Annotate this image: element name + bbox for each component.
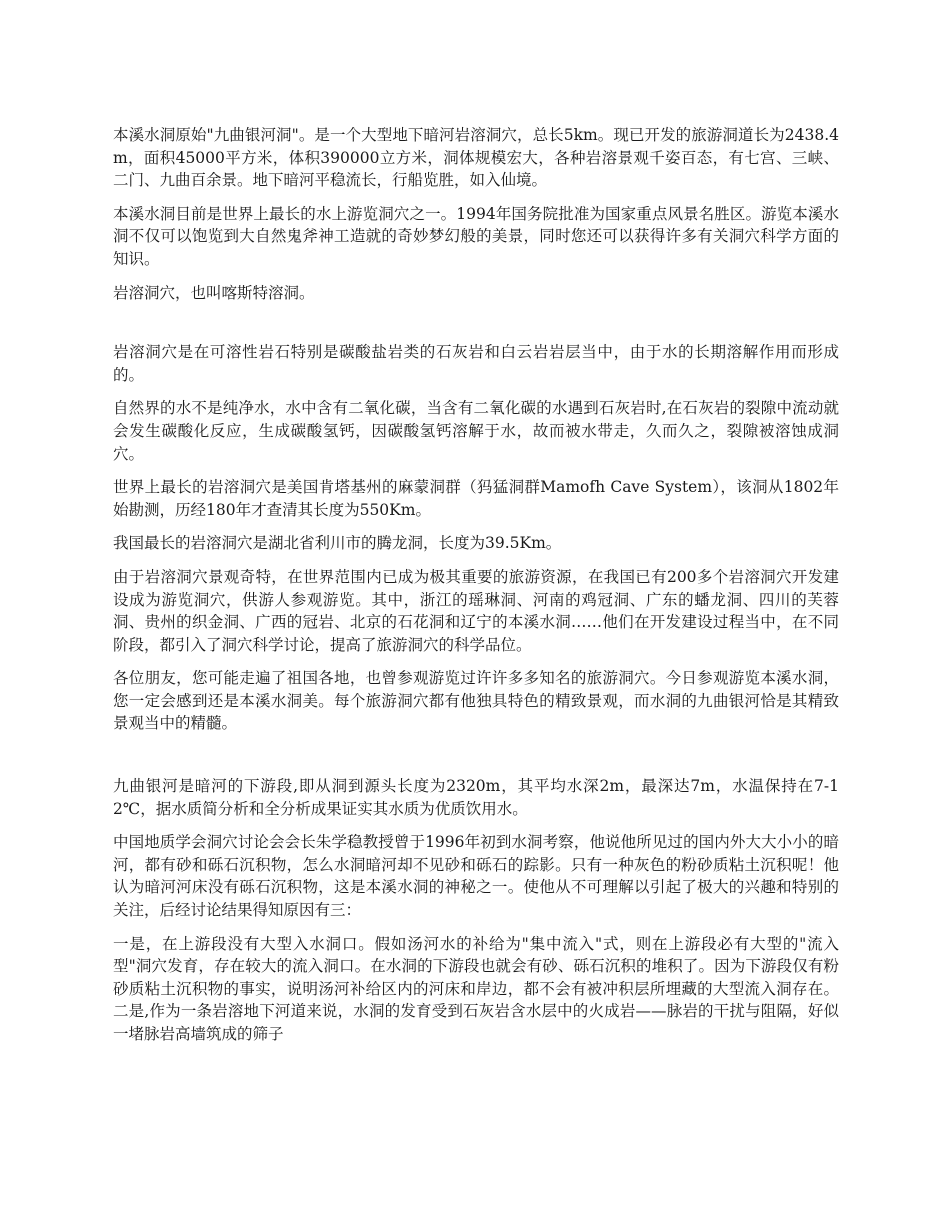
paragraph-jiuqu-river: 九曲银河是暗河的下游段,即从洞到源头长度为2320m，其平均水深2m，最深达7m，水温保持在7-12℃，据水质简分析和全分析成果证实其水质为优质饮用水。 bbox=[113, 777, 839, 818]
paragraph-carbonation: 自然界的水不是纯净水，水中含有二氧化碳，当含有二氧化碳的水遇到石灰岩时,在石灰岩的裂隙中流动就会发生碳酸化反应，生成碳酸氢钙，因碳酸氢钙溶解于水，故而被水带走，久而久之，裂隙被溶蚀成洞穴。 bbox=[113, 399, 839, 463]
paragraph-tourism-resources: 由于岩溶洞穴景观奇特，在世界范围内已成为极其重要的旅游资源，在我国已有200多个岩溶洞穴开发建设成为游览洞穴，供游人参观游览。其中，浙江的瑶琳洞、河南的鸡冠洞、广东的蟠龙洞、四川的芙蓉洞、贵州的织金洞、广西的冠岩、北京的石花洞和辽宁的本溪水洞……他们在开发建设过程当中，在不同阶段，都引入了洞穴科学讨论，提高了旅游洞穴的科学品位。 bbox=[113, 567, 839, 654]
paragraph-reasons: 一是，在上游段没有大型入水洞口。假如汤河水的补给为"集中流入"式，则在上游段必有大型的"流入型"洞穴发育，存在较大的流入洞口。在水洞的下游段也就会有砂、砾石沉积的堆积了。因为下游段仅有粉砂质粘土沉积物的事实，说明汤河补给区内的河床和岸边，都不会有被冲积层所埋藏的大型流入洞存在。二是,作为一条岩溶地下河道来说，水洞的发育受到石灰岩含水层中的火成岩——脉岩的干扰与阻隔，好似一堵脉岩高墙筑成的筛子 bbox=[113, 934, 839, 1043]
section-spacer bbox=[113, 315, 839, 341]
paragraph-intro: 本溪水洞原始"九曲银河洞"。是一个大型地下暗河岩溶洞穴，总长5km。现已开发的旅游洞道长为2438.4m，面积45000平方米，体积390000立方米，洞体规模宏大，各种岩溶景观千姿百态，有七宫、三峡、二门、九曲百余景。地下暗河平稳流长，行船览胜，如入仙境。 bbox=[113, 126, 839, 190]
paragraph-world-longest: 世界上最长的岩溶洞穴是美国肯塔基州的麻蒙洞群（犸猛洞群Mamofh Cave System），该洞从1802年始勘测，历经180年才查清其长度为550Km。 bbox=[113, 478, 839, 519]
paragraph-greeting: 各位朋友，您可能走遍了祖国各地，也曾参观游览过许许多多知名的旅游洞穴。今日参观游览本溪水洞，您一定会感到还是本溪水洞美。每个旅游洞穴都有他独具特色的精致景观，而水洞的九曲银河恰是其精致景观当中的精髓。 bbox=[113, 669, 839, 733]
paragraph-cave-formation: 岩溶洞穴是在可溶性岩石特别是碳酸盐岩类的石灰岩和白云岩岩层当中，由于水的长期溶解作用而形成的。 bbox=[113, 343, 839, 384]
paragraph-karst-definition: 岩溶洞穴，也叫喀斯特溶洞。 bbox=[113, 283, 315, 302]
paragraph-scenic-area: 本溪水洞目前是世界上最长的水上游览洞穴之一。1994年国务院批准为国家重点风景名胜区。游览本溪水洞不仅可以饱览到大自然鬼斧神工造就的奇妙梦幻般的美景，同时您还可以获得许多有关洞穴科学方面的知识。 bbox=[113, 204, 839, 268]
paragraph-china-longest: 我国最长的岩溶洞穴是湖北省利川市的腾龙洞，长度为39.5Km。 bbox=[113, 534, 562, 553]
paragraph-expert-visit: 中国地质学会洞穴讨论会会长朱学稳教授曾于1996年初到水洞考察，他说他所见过的国内外大大小小的暗河，都有砂和砾石沉积物，怎么水洞暗河却不见砂和砾石的踪影。只有一种灰色的粉砂质粘土沉积呢！他认为暗河河床没有砾石沉积物，这是本溪水洞的神秘之一。使他从不可理解以引起了极大的兴趣和特别的关注，后经讨论结果得知原因有三： bbox=[113, 833, 839, 920]
section-spacer bbox=[113, 746, 839, 775]
document-body bbox=[113, 124, 839, 1057]
